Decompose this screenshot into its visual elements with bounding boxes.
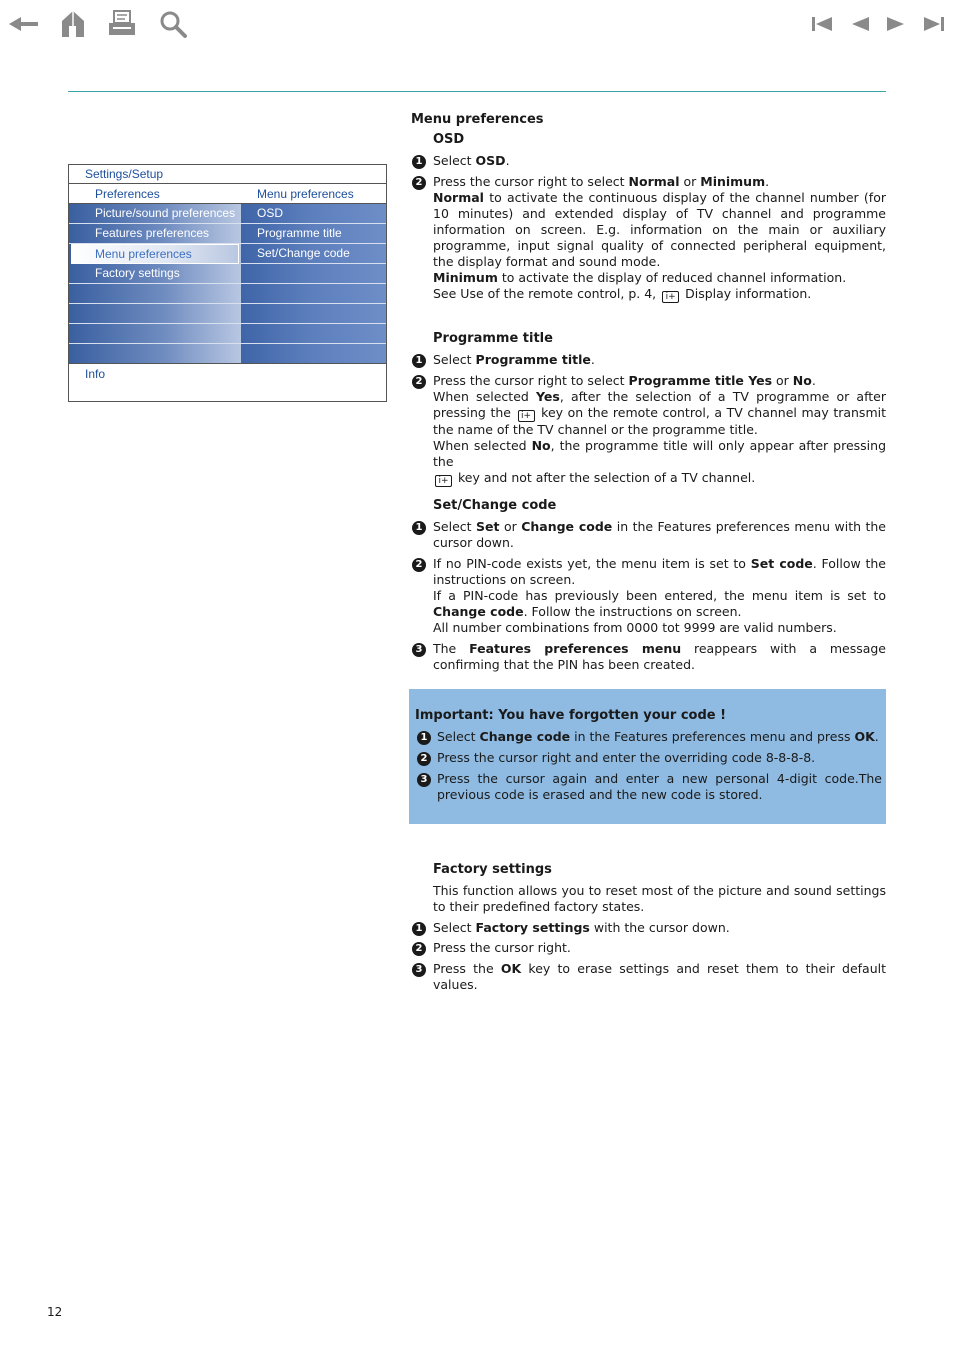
step-number-3: 3 xyxy=(412,963,426,977)
tv-menu-item-factory[interactable]: Factory settings xyxy=(69,264,241,284)
factory-intro: This function allows you to reset most of the picture and sound settings to their predefined factory states. xyxy=(433,883,886,914)
step-number-3: 3 xyxy=(412,643,426,657)
important-callout xyxy=(409,689,886,824)
factory-settings-heading: Factory settings xyxy=(433,862,552,877)
tv-menu-empty-row xyxy=(69,344,241,364)
code-step-3: The Features preferences menu reappears with a message confirming that the PIN has been created. xyxy=(433,641,887,672)
important-step-1: Select Change code in the Features preferences menu and press OK. xyxy=(437,729,879,744)
skip-first-icon[interactable] xyxy=(810,8,834,40)
info-key-icon: i+ xyxy=(662,291,679,303)
factory-step-2: Press the cursor right. xyxy=(433,940,571,955)
back-arrow-icon[interactable] xyxy=(8,8,40,40)
tv-menu-sub-osd[interactable]: OSD xyxy=(241,204,386,224)
factory-step-1: Select Factory settings with the cursor down. xyxy=(433,920,730,935)
important-step-3: Press the cursor again and enter a new personal 4-digit code.The previous code is erased and the new code is stored. xyxy=(437,771,882,802)
skip-last-icon[interactable] xyxy=(922,8,946,40)
step-number-2: 2 xyxy=(412,942,426,956)
search-icon[interactable] xyxy=(156,8,190,40)
tv-menu-sub-programme-title[interactable]: Programme title xyxy=(241,224,386,244)
info-key-icon: i+ xyxy=(435,475,452,487)
code-step-1: Select Set or Change code in the Features preferences menu with the cursor down. xyxy=(433,519,886,550)
tv-menu-col2-header: Menu preferences xyxy=(257,187,354,201)
programme-title-step-1: Select Programme title. xyxy=(433,352,595,367)
header-rule xyxy=(68,91,886,92)
tv-menu-empty-row xyxy=(241,284,386,304)
page-number: 12 xyxy=(47,1305,63,1319)
step-number-2: 2 xyxy=(412,375,426,389)
tv-menu-item-features[interactable]: Features preferences xyxy=(69,224,241,244)
step-number-1: 1 xyxy=(412,354,426,368)
tv-menu-info: Info xyxy=(85,367,106,381)
step-number-1: 1 xyxy=(412,155,426,169)
tv-menu-item-picture-sound[interactable]: Picture/sound preferences xyxy=(69,204,241,224)
info-key-icon: i+ xyxy=(518,410,535,422)
step-number-2: 2 xyxy=(412,176,426,190)
tv-menu-right-column xyxy=(241,204,386,363)
tv-menu-breadcrumb: Settings/Setup xyxy=(85,167,164,181)
osd-step-1: Select OSD. xyxy=(433,153,510,168)
programme-title-heading: Programme title xyxy=(433,331,553,346)
programme-title-step-2: Press the cursor right to select Programme title Yes or No. When selected Yes, after the selection of a TV programme or after pressing the i+ key on the remote control, a TV channel may transmit the name of the TV channel or the programme title. When selected No, the programme title will only appear after pressing the i+ key and not after the selection of a TV channel. xyxy=(433,373,887,486)
tv-menu-empty-row xyxy=(69,324,241,344)
step-number-1: 1 xyxy=(412,922,426,936)
step-number-2: 2 xyxy=(417,752,431,766)
set-change-code-heading: Set/Change code xyxy=(433,498,557,513)
tv-menu-empty-row xyxy=(241,344,386,364)
osd-heading: OSD xyxy=(433,132,465,147)
previous-icon[interactable] xyxy=(848,8,872,40)
tv-menu-empty-row xyxy=(69,284,241,304)
page-title: Menu preferences xyxy=(411,112,544,127)
step-number-1: 1 xyxy=(412,521,426,535)
osd-step-2: Press the cursor right to select Normal or Minimum. Normal to activate the continuous display of the channel number (for 10 minutes) and extended display of TV channel and programme information on screen. E.g. information on the main or auxiliary programme, input signal quality of connected peripheral equipment, the display format and sound mode. Minimum to activate the display of reduced channel information. See Use of the remote control, p. 4, i+ Display information. xyxy=(433,174,886,302)
tv-menu-left-column xyxy=(69,204,241,363)
factory-step-3: Press the OK key to erase settings and reset them to their default values. xyxy=(433,961,886,992)
code-step-2: If no PIN-code exists yet, the menu item is set to Set code. Follow the instructions on screen. If a PIN-code has previously been entered, the menu item is set to Change code. Follow the instructions on screen. All number combinations from 0000 tot 9999 are valid numbers. xyxy=(433,556,886,635)
tv-menu-item-menu-preferences[interactable]: Menu preferences xyxy=(71,244,239,264)
important-heading: Important: You have forgotten your code ! xyxy=(415,708,727,723)
step-number-2: 2 xyxy=(412,558,426,572)
tv-menu-empty-row xyxy=(69,304,241,324)
tv-menu-col1-header: Preferences xyxy=(95,187,160,201)
step-number-3: 3 xyxy=(417,773,431,787)
tv-menu-sub-set-change-code[interactable]: Set/Change code xyxy=(241,244,386,264)
home-icon[interactable] xyxy=(58,8,88,40)
tv-menu-panel xyxy=(68,164,387,402)
print-icon[interactable] xyxy=(106,8,138,40)
tv-menu-empty-row xyxy=(241,304,386,324)
tv-menu-empty-row xyxy=(241,264,386,284)
navigation-bar xyxy=(0,8,954,42)
step-number-1: 1 xyxy=(417,731,431,745)
important-step-2: Press the cursor right and enter the overriding code 8-8-8-8. xyxy=(437,750,816,765)
next-icon[interactable] xyxy=(884,8,908,40)
tv-menu-empty-row xyxy=(241,324,386,344)
